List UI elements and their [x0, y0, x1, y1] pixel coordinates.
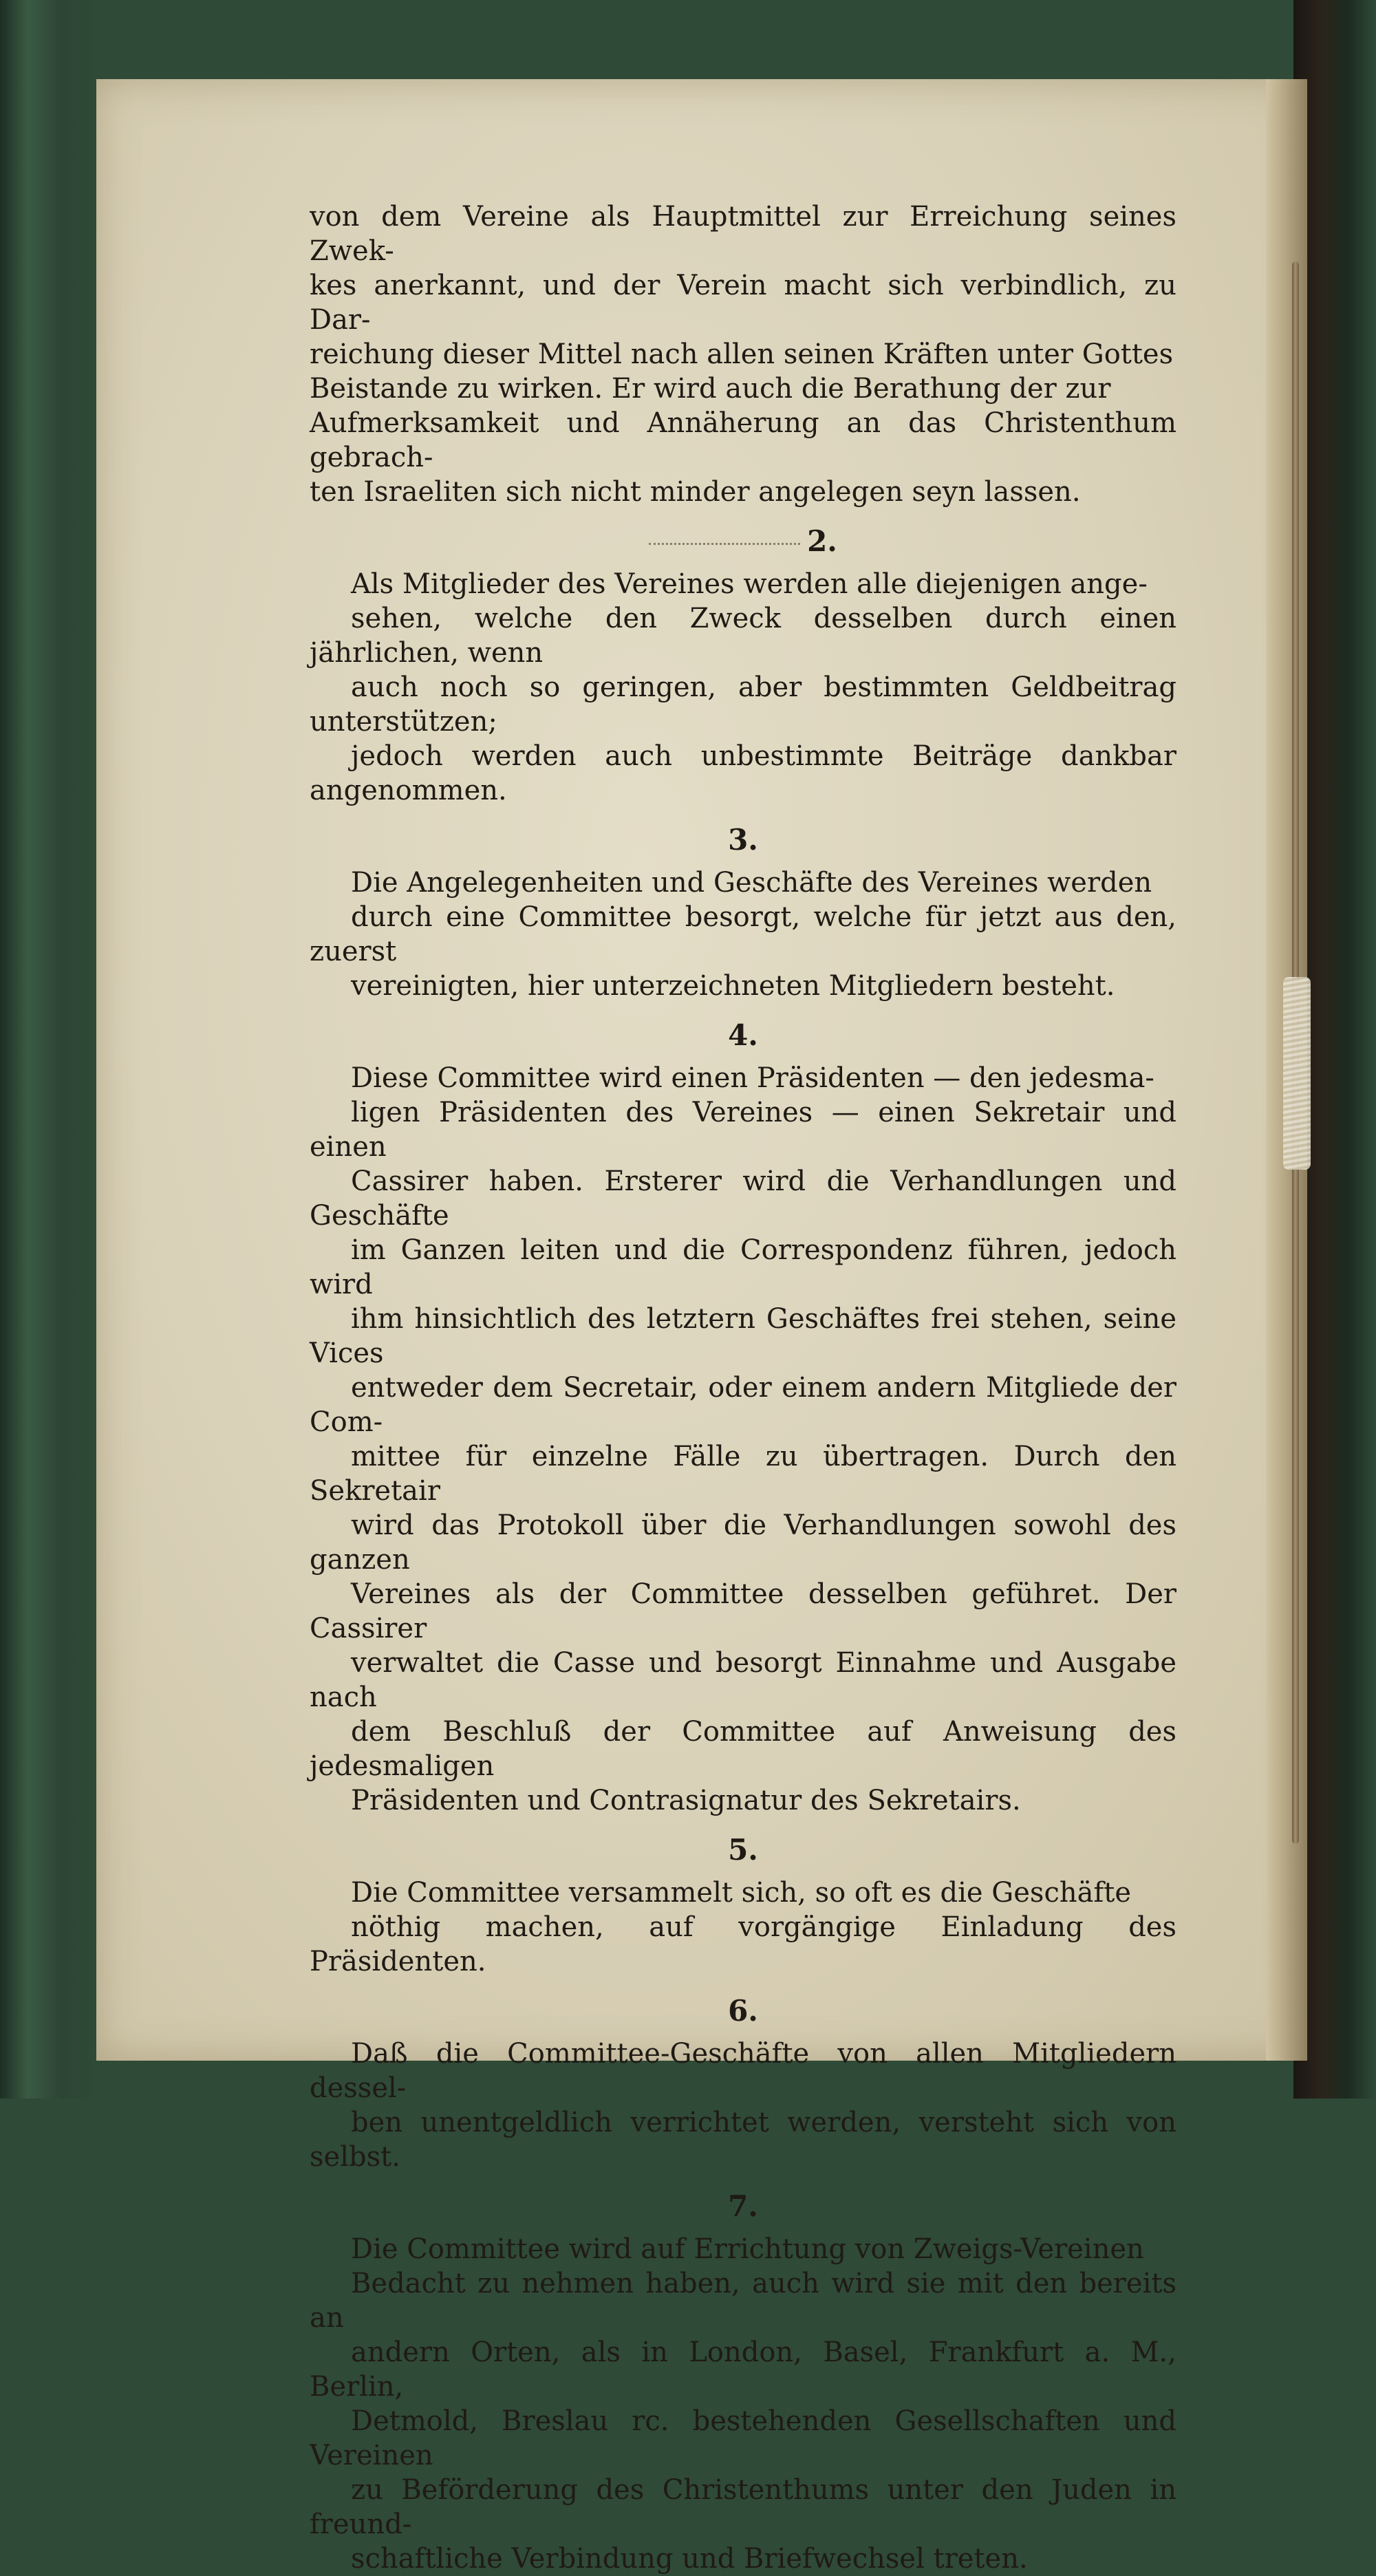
binding-thread [1283, 977, 1311, 1170]
dotted-rule [649, 543, 800, 545]
text-line: Detmold, Breslau rc. bestehenden Gesellschaften und Vereinen [310, 2405, 1176, 2471]
text-line: sehen, welche den Zweck desselben durch einen jährlichen, wenn [310, 603, 1176, 669]
text-line: Aufmerksamkeit und Annäherung an das Christenthum gebrach- [310, 407, 1176, 473]
text-line: Vereines als der Committee desselben geführet. Der Cassirer [310, 1578, 1176, 1644]
text-line: Die Committee wird auf Errichtung von Zweigs-Vereinen [351, 2233, 1144, 2265]
text-line: Diese Committee wird einen Präsidenten — den jedesma- [351, 1062, 1154, 1094]
text-line: durch eine Committee besorgt, welche für jetzt aus den, zuerst [310, 901, 1176, 967]
document-text [310, 200, 1176, 2576]
text-line: Cassirer haben. Ersterer wird die Verhandlungen und Geschäfte [310, 1166, 1176, 1232]
text-line: auch noch so geringen, aber bestimmten Geldbeitrag unterstützen; [310, 672, 1176, 738]
text-line: andern Orten, als in London, Basel, Frankfurt a. M., Berlin, [310, 2337, 1176, 2403]
section-number-3: 3. [728, 823, 758, 857]
paragraph-2 [310, 567, 1176, 808]
paragraph-3 [310, 866, 1176, 1003]
text-line: wird das Protokoll über die Verhandlungen sowohl des ganzen [310, 1510, 1176, 1576]
text-line: nöthig machen, auf vorgängige Einladung des Präsidenten. [310, 1911, 1176, 1977]
text-line: Die Committee versammelt sich, so oft es die Geschäfte [351, 1877, 1132, 1909]
text-line: verwaltet die Casse und besorgt Einnahme und Ausgabe nach [310, 1647, 1176, 1713]
paragraph-6 [310, 2037, 1176, 2174]
text-line: im Ganzen leiten und die Correspondenz führen, jedoch wird [310, 1234, 1176, 1300]
text-line: Präsidenten und Contrasignatur des Sekretairs. [351, 1785, 1021, 1816]
text-line: ligen Präsidenten des Vereines — einen Sekretair und einen [310, 1097, 1176, 1163]
text-line: kes anerkannt, und der Verein macht sich verbindlich, zu Dar- [310, 270, 1176, 336]
paragraph-5 [310, 1876, 1176, 1979]
text-line: Beistande zu wirken. Er wird auch die Berathung der zur [310, 373, 1111, 405]
text-line: Als Mitglieder des Vereines werden alle diejenigen ange- [351, 568, 1148, 600]
text-line: schaftliche Verbindung und Briefwechsel treten. [351, 2543, 1028, 2575]
text-line: ten Israeliten sich nicht minder angelegen seyn lassen. [310, 476, 1081, 508]
paragraph-7 [310, 2232, 1176, 2576]
text-line: dem Beschluß der Committee auf Anweisung des jedesmaligen [310, 1716, 1176, 1782]
section-number-7: 7. [728, 2189, 758, 2223]
section-number-2: 2. [310, 522, 1176, 561]
text-line: zu Beförderung des Christenthums unter den Juden in freund- [310, 2474, 1176, 2540]
text-line: reichung dieser Mittel nach allen seinen Kräften unter Gottes [310, 339, 1174, 370]
text-line: Daß die Committee-Geschäfte von allen Mitgliedern dessel- [310, 2038, 1176, 2104]
paragraph-4 [310, 1061, 1176, 1818]
text-line: Die Angelegenheiten und Geschäfte des Vereines werden [351, 867, 1152, 899]
section-number-5: 5. [728, 1833, 758, 1867]
text-line: mittee für einzelne Fälle zu übertragen. Durch den Sekretair [310, 1441, 1176, 1507]
text-line: jedoch werden auch unbestimmte Beiträge dankbar angenommen. [310, 740, 1176, 806]
text-line: ben unentgeldlich verrichtet werden, versteht sich von selbst. [310, 2107, 1176, 2173]
text-line: vereinigten, hier unterzeichneten Mitgliedern besteht. [351, 970, 1115, 1002]
text-line: ihm hinsichtlich des letztern Geschäftes frei stehen, seine Vices [310, 1303, 1176, 1369]
text-line: von dem Vereine als Hauptmittel zur Erreichung seines Zwek- [310, 201, 1176, 267]
paragraph-intro [310, 200, 1176, 509]
section-number-6: 6. [728, 1994, 758, 2028]
text-line: Bedacht zu nehmen haben, auch wird sie mit den bereits an [310, 2268, 1176, 2334]
text-line: entweder dem Secretair, oder einem andern Mitgliede der Com- [310, 1372, 1176, 1438]
section-number-4: 4. [728, 1018, 758, 1052]
